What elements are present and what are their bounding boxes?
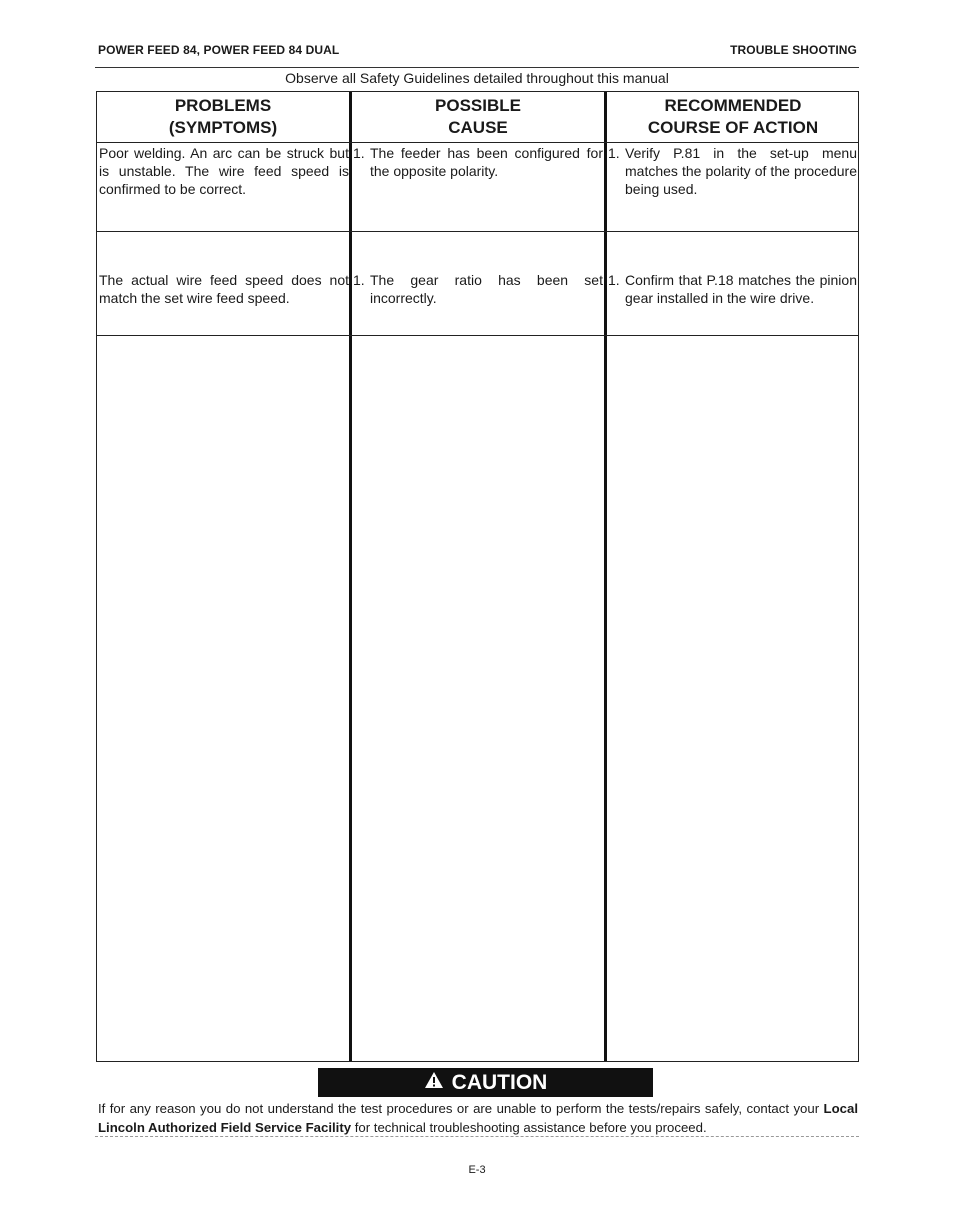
row2-action xyxy=(608,271,857,307)
row1-cause-text: The feeder has been configured for the opposite polarity. xyxy=(370,145,603,179)
safety-note: Observe all Safety Guidelines detailed throughout this manual xyxy=(285,70,669,86)
row2-action-number: 1. xyxy=(608,272,620,288)
row1-action-text: Verify P.81 in the set-up menu matches the polarity of the procedure being used. xyxy=(625,145,857,197)
caution-text xyxy=(98,1099,858,1137)
caution-text-start: If for any reason you do not understand the test procedures or are unable to perform the tests/repairs safely, contact your xyxy=(98,1101,824,1116)
row2-action-text: Confirm that P.18 matches the pinion gear installed in the wire drive. xyxy=(625,272,857,306)
row1-problem: Poor welding. An arc can be struck but is unstable. The wire feed speed is confirmed to be correct. xyxy=(99,145,349,197)
warning-triangle-icon xyxy=(424,1071,444,1095)
header-rule xyxy=(95,67,859,68)
row2-cause xyxy=(353,271,603,307)
column-divider xyxy=(349,92,352,1061)
troubleshooting-table xyxy=(96,91,859,1062)
page-number: E-3 xyxy=(468,1164,486,1176)
header-right-title: TROUBLE SHOOTING xyxy=(730,43,857,57)
caution-text-bold: Local Lincoln Authorized Field Service Facility xyxy=(98,1101,858,1135)
row-divider xyxy=(97,335,858,336)
header-divider xyxy=(97,142,858,143)
header-left-title: POWER FEED 84, POWER FEED 84 DUAL xyxy=(98,43,340,57)
row1-action-number: 1. xyxy=(608,145,620,161)
footer-dashed-rule xyxy=(95,1136,859,1137)
caution-text-end: for technical troubleshooting assistance before you proceed. xyxy=(351,1120,707,1135)
row2-cause-text: The gear ratio has been set incorrectly. xyxy=(370,272,603,306)
caution-banner xyxy=(318,1068,653,1097)
header-action xyxy=(607,92,859,142)
row1-action xyxy=(608,144,857,198)
header-problems-line2: (SYMPTOMS) xyxy=(168,118,278,137)
header-action-line2: COURSE OF ACTION xyxy=(647,118,819,137)
header-cause-line1: POSSIBLE xyxy=(435,96,521,115)
header-problems xyxy=(97,92,349,142)
row-divider xyxy=(97,231,858,232)
column-divider xyxy=(604,92,607,1061)
header-cause-line2: CAUSE xyxy=(448,118,508,137)
header-problems-line1: PROBLEMS xyxy=(174,96,272,115)
caution-label: CAUTION xyxy=(451,1070,548,1094)
row2-cause-number: 1. xyxy=(353,272,365,288)
header-cause xyxy=(352,92,604,142)
row1-cause-number: 1. xyxy=(353,145,365,161)
row1-cause xyxy=(353,144,603,180)
header-action-line1: RECOMMENDED xyxy=(664,96,802,115)
row2-problem: The actual wire feed speed does not match the set wire feed speed. xyxy=(99,272,349,306)
